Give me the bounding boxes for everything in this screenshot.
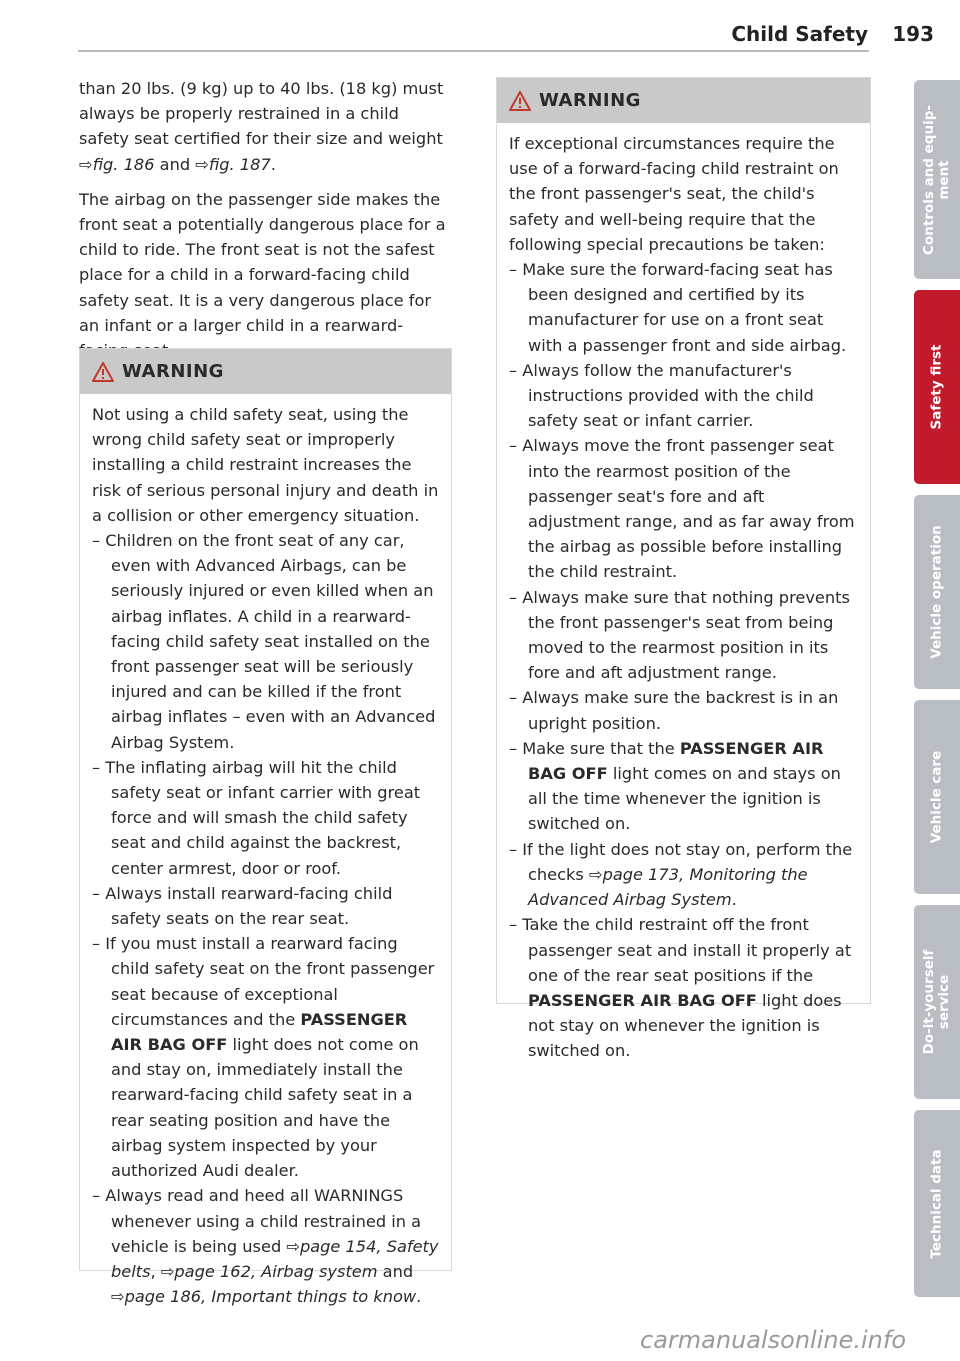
- tab-label: Vehicle operation: [928, 525, 945, 659]
- arrow-icon: ⇨: [588, 864, 603, 884]
- warning-body: [497, 123, 870, 1064]
- page-ref[interactable]: page 173, Monitoring the Advanced Airbag System: [528, 864, 808, 910]
- page-ref[interactable]: page 186, Important things to know: [124, 1287, 417, 1307]
- left-column: [79, 76, 451, 373]
- tab-safety-first[interactable]: [914, 290, 960, 484]
- arrow-icon: ⇨: [79, 154, 93, 174]
- airbag-paragraph: The airbag on the passenger side makes the front seat a potentially dangerous place for a child to ride. The front seat is not the safest place for a child in a forward-facing child safety seat. It is a very dangerous place for an infant or a larger child in a rearward-: [79, 189, 446, 335]
- warning-item: – Take the child restraint off the front passenger seat and install it properly at one of the rear seat positions if the PASSENGER AIR BAG OFF light does not stay on whenever the ignition is switched on.: [509, 912, 860, 1063]
- intro-paragraph: than 20 lbs. (9 kg) up to 40 lbs. (18 kg) must always be properly restrained in a child safety seat certified for their size and weight ⇨fig. 186 and ⇨fig. 187.: [79, 79, 444, 174]
- tab-do-it-yourself-service[interactable]: [914, 905, 960, 1099]
- warning-box-left: [79, 348, 452, 1307]
- warning-lead: If exceptional circumstances require the use of a forward-facing child restraint on the front passenger's seat, the child's safety and well-being require that the following special precautions be taken:: [509, 134, 839, 254]
- tab-label: Technical data: [928, 1148, 945, 1259]
- warning-title: WARNING: [539, 90, 641, 111]
- tab-technical-data[interactable]: [914, 1110, 960, 1297]
- tab-label: Safety first: [928, 344, 945, 430]
- warning-item: – Always move the front passenger seat into the rearmost position of the passenger seat's fore and aft adjustment range, and as far away from the airbag as possible before installing the child restraint.: [509, 433, 860, 584]
- warning-header: [497, 78, 870, 123]
- chapter-tabs: [914, 0, 960, 1361]
- warning-title: WARNING: [122, 361, 224, 382]
- tab-label: Vehicle care: [928, 750, 945, 844]
- page-number: 193: [892, 22, 934, 46]
- warning-item: – If you must install a rearward facing child safety seat on the front passenger seat because of exceptional circumstances and the PASSENGER AIR BAG OFF light does not come on and stay on, immediately install the rearward-facing child safety seat in a rear seating position and have the airbag system inspected by your authorized Audi dealer.: [92, 931, 441, 1183]
- indicator-name: PASSENGER AIR BAG OFF: [528, 990, 757, 1010]
- warning-item: – Always make sure the backrest is in an upright position.: [509, 685, 860, 735]
- warning-triangle-icon: [509, 91, 531, 111]
- tab-label: Controls and equip- ment: [921, 104, 952, 255]
- warning-item: – Always read and heed all WARNINGS whenever using a child restrained in a vehicle is being used ⇨page 154, Safety belts, ⇨page 162, Airbag system and ⇨page 186, Important things to know.: [92, 1183, 441, 1309]
- warning-item: – Always follow the manufacturer's instructions provided with the child safety seat or infant carrier.: [509, 358, 860, 434]
- indicator-name: PASSENGER AIR BAG OFF: [111, 1009, 408, 1055]
- tab-vehicle-operation[interactable]: [914, 495, 960, 689]
- tab-label: Do-it-yourself service: [921, 949, 952, 1055]
- warning-item: – Children on the front seat of any car, even with Advanced Airbags, can be seriously injured or even killed when an airbag inflates. A child in a rearward-facing child safety seat installed on the front passenger seat will be seriously injured and can be killed if the front airbag inflates – even with an Advanced Airbag System.: [92, 528, 441, 755]
- warning-item: – Make sure the forward-facing seat has been designed and certified by its manufacturer for use on a front seat with a passenger front and side airbag.: [509, 257, 860, 358]
- warning-list: [92, 528, 441, 1309]
- warning-list: [509, 257, 860, 1064]
- indicator-name: PASSENGER AIR BAG OFF: [528, 738, 824, 784]
- figure-ref[interactable]: fig. 187: [208, 154, 271, 174]
- warning-item: – Make sure that the PASSENGER AIR BAG OFF light comes on and stays on all the time whenever the ignition is switched on.: [509, 736, 860, 837]
- warning-item: – If the light does not stay on, perform the checks ⇨page 173, Monitoring the Advanced Airbag System.: [509, 837, 860, 913]
- figure-ref[interactable]: fig. 186: [92, 154, 155, 174]
- arrow-icon: ⇨: [286, 1236, 300, 1256]
- watermark: carmanualsonline.info: [640, 1326, 907, 1354]
- warning-box-right: [496, 77, 871, 1061]
- tab-vehicle-care[interactable]: [914, 700, 960, 894]
- warning-triangle-icon: [92, 362, 114, 382]
- arrow-icon: ⇨: [195, 154, 209, 174]
- page-ref[interactable]: page 154, Safety belts: [111, 1236, 439, 1281]
- page-header-title: Child Safety: [731, 22, 868, 46]
- warning-body: [80, 394, 451, 1309]
- warning-item: – The inflating airbag will hit the child safety seat or infant carrier with great force and will smash the child safety seat and child against the backrest, center armrest, door or roof.: [92, 755, 441, 881]
- warning-item: – Always install rearward-facing child safety seats on the rear seat.: [92, 881, 441, 931]
- warning-lead: Not using a child safety seat, using the wrong child safety seat or improperly installing a child restraint increases the risk of serious personal injury and death in a collision or other emergency situation.: [92, 405, 439, 525]
- arrow-icon: ⇨: [111, 1287, 125, 1307]
- warning-header: [80, 349, 451, 394]
- page-ref[interactable]: page 162, Airbag system: [174, 1261, 378, 1281]
- tab-controls-and-equipment[interactable]: [914, 80, 960, 279]
- warning-item: – Always make sure that nothing prevents the front passenger's seat from being moved to the rearmost position in its fore and aft adjustment range.: [509, 585, 860, 686]
- header-rule: [78, 50, 869, 52]
- arrow-icon: ⇨: [160, 1261, 175, 1281]
